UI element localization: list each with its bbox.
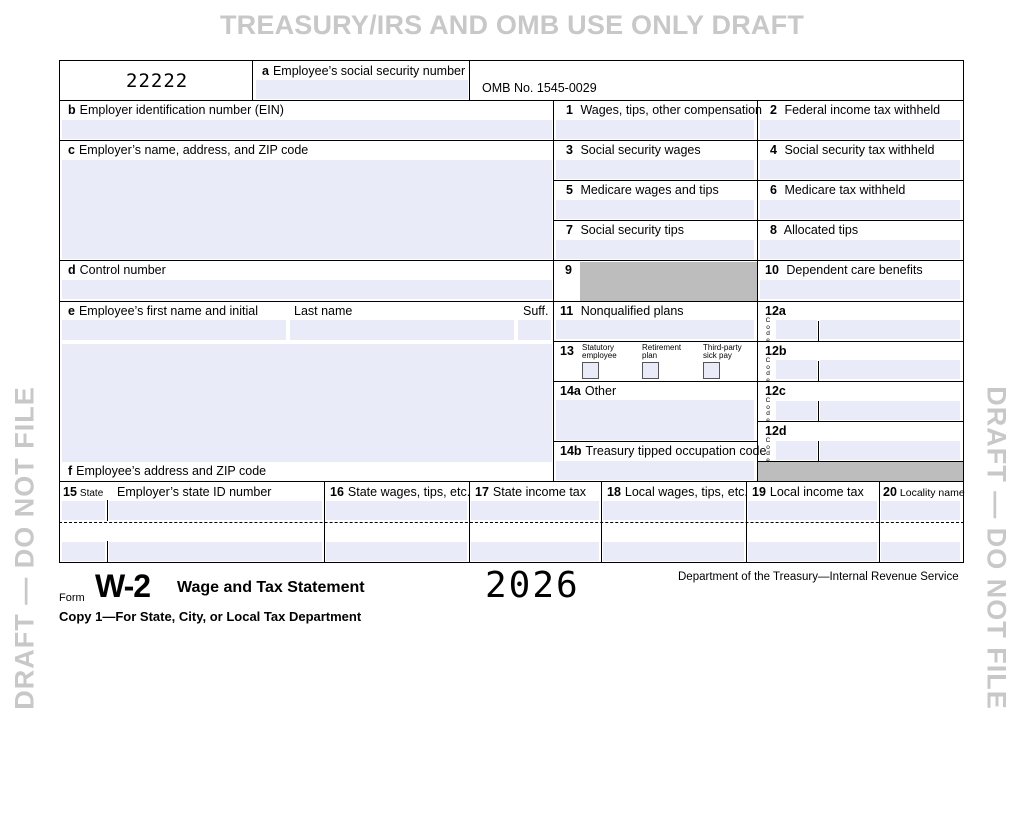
box12d-code-label: C o d e: [765, 437, 771, 464]
control-code: 22222: [126, 70, 189, 92]
draft-watermark-right: DRAFT — DO NOT FILE: [981, 386, 1012, 710]
box17-label: State income tax: [492, 485, 587, 499]
box-d-letter: d: [68, 263, 76, 277]
box12b-code-label: C o d e: [765, 357, 771, 384]
box-e-last-name-label: Last name: [294, 304, 353, 318]
box3-label: Social security wages: [580, 143, 701, 157]
box-f-letter: f: [68, 464, 73, 478]
box8-num: 8: [770, 223, 777, 237]
box12c-code-label: C o d e: [765, 397, 771, 424]
box10-label: Dependent care benefits: [786, 263, 923, 277]
box6-label: Medicare tax withheld: [784, 183, 906, 197]
box16-label: State wages, tips, etc.: [347, 485, 471, 499]
box-e-letter: e: [68, 304, 75, 318]
box14b-num: 14b: [560, 444, 582, 458]
box7-label: Social security tips: [580, 223, 684, 237]
box3-num: 3: [566, 143, 573, 157]
copy-designation: Copy 1—For State, City, or Local Tax Department: [59, 609, 362, 624]
omb-number: OMB No. 1545-0029: [482, 81, 597, 95]
box17-num: 17: [475, 485, 489, 499]
box-c-label: Employer’s name, address, and ZIP code: [78, 143, 309, 157]
box1-num: 1: [566, 103, 573, 117]
box-b-letter: b: [68, 103, 76, 117]
box19-label: Local income tax: [769, 485, 864, 499]
box9-num: 9: [565, 263, 572, 277]
draft-banner-top: TREASURY/IRS AND OMB USE ONLY DRAFT: [219, 10, 805, 40]
box-c-letter: c: [68, 143, 75, 157]
box2-label: Federal income tax withheld: [784, 103, 941, 117]
box18-label: Local wages, tips, etc.: [624, 485, 748, 499]
box12b-num: 12b: [765, 344, 787, 358]
box20-num: 20: [883, 485, 897, 499]
box-a-letter: a: [262, 64, 269, 78]
box-f-label: Employee’s address and ZIP code: [76, 464, 267, 478]
box-d-label: Control number: [79, 263, 166, 277]
box11-num: 11: [560, 304, 574, 318]
box12c-num: 12c: [765, 384, 786, 398]
box4-num: 4: [770, 143, 777, 157]
box13-num: 13: [560, 344, 574, 358]
box14b-label: Treasury tipped occupation code: [585, 444, 767, 458]
retirement-plan-label: Retirement plan: [642, 343, 682, 360]
retirement-plan-checkbox[interactable]: [642, 362, 659, 379]
box6-num: 6: [770, 183, 777, 197]
box10-num: 10: [765, 263, 779, 277]
box15-state-label: State: [79, 488, 104, 499]
box8-label: Allocated tips: [783, 223, 859, 237]
box16-num: 16: [330, 485, 344, 499]
box19-num: 19: [752, 485, 766, 499]
form-name: W-2: [95, 568, 151, 604]
statutory-employee-checkbox[interactable]: [582, 362, 599, 379]
box-e-label: Employee’s first name and initial: [78, 304, 258, 318]
box15-num: 15: [63, 485, 77, 499]
box1-label: Wages, tips, other compensation: [580, 103, 763, 117]
form-word: Form: [59, 592, 85, 604]
box12d-num: 12d: [765, 424, 787, 438]
box15-id-label: Employer’s state ID number: [117, 485, 272, 499]
box20-label: Locality name: [899, 487, 965, 499]
box4-label: Social security tax withheld: [784, 143, 935, 157]
box14a-num: 14a: [560, 384, 581, 398]
box7-num: 7: [566, 223, 573, 237]
statutory-employee-label: Statutory employee: [582, 343, 617, 360]
third-party-sick-pay-checkbox[interactable]: [703, 362, 720, 379]
box5-label: Medicare wages and tips: [580, 183, 719, 197]
tax-year: 2026: [485, 565, 580, 606]
box18-num: 18: [607, 485, 621, 499]
box-a-label: Employee’s social security number: [272, 64, 466, 78]
box11-label: Nonqualified plans: [580, 304, 684, 318]
box12a-num: 12a: [765, 304, 786, 318]
third-party-sick-pay-label: Third-party sick pay: [703, 343, 742, 360]
irs-department: Department of the Treasury—Internal Revenue Service: [678, 571, 959, 583]
box-b-label: Employer identification number (EIN): [79, 103, 284, 117]
form-title: Wage and Tax Statement: [177, 579, 365, 596]
draft-watermark-left: DRAFT — DO NOT FILE: [9, 386, 40, 710]
box5-num: 5: [566, 183, 573, 197]
box14a-label: Other: [584, 384, 617, 398]
box2-num: 2: [770, 103, 777, 117]
box12a-code-label: C o d e: [765, 317, 771, 344]
box-e-suffix-label: Suff.: [523, 304, 549, 318]
